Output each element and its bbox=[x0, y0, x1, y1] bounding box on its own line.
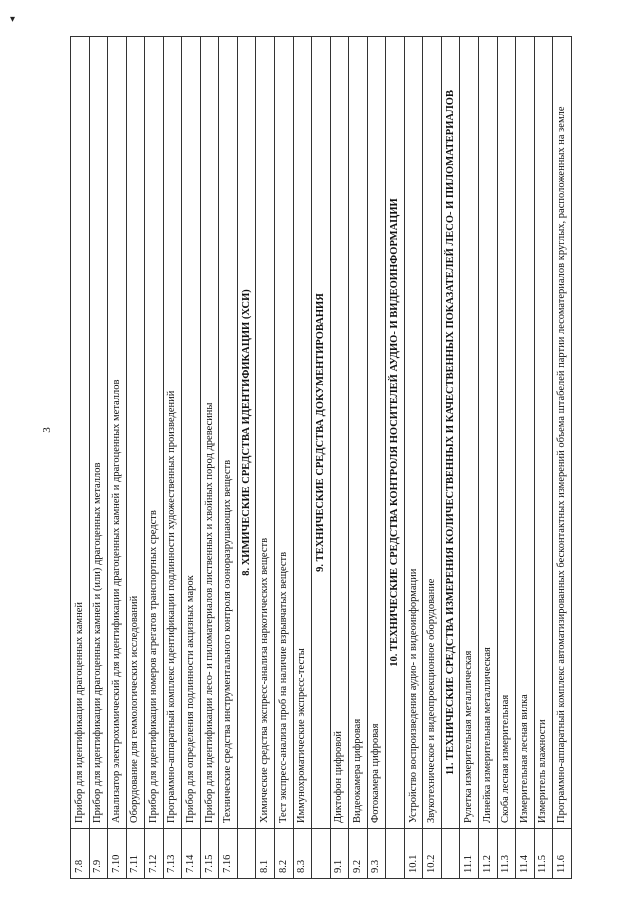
item-description: Прибор для идентификации лесо- и пиломатериалов лиственных и хвойных пород древесины bbox=[200, 37, 219, 829]
item-description: Прибор для определения подлинности акцизных марок bbox=[182, 37, 201, 829]
item-number: 11.4 bbox=[516, 829, 535, 879]
item-number: 9.2 bbox=[349, 829, 368, 879]
section-heading-num-cell bbox=[386, 829, 405, 879]
table-row bbox=[330, 37, 349, 879]
item-description: Прибор для идентификации драгоценных камней bbox=[71, 37, 90, 829]
table-row bbox=[256, 37, 275, 879]
item-number: 8.2 bbox=[275, 829, 294, 879]
item-number: 10.2 bbox=[423, 829, 442, 879]
table-row bbox=[182, 37, 201, 879]
rotated-page-content bbox=[70, 36, 572, 879]
table-row bbox=[145, 37, 164, 879]
item-description: Скоба лесная измерительная bbox=[497, 37, 516, 829]
section-heading-num-cell bbox=[237, 829, 256, 879]
table-row bbox=[423, 37, 442, 879]
item-description: Иммунохроматические экспресс-тесты bbox=[293, 37, 312, 829]
item-description: Измерительная лесная вилка bbox=[516, 37, 535, 829]
item-description: Технические средства инструментального контроля озоноразрушающих веществ bbox=[219, 37, 238, 829]
item-description: Программно-аппаратный комплекс идентификации подлинности художественных произведений bbox=[163, 37, 182, 829]
item-number: 7.10 bbox=[108, 829, 127, 879]
item-number: 8.1 bbox=[256, 829, 275, 879]
section-heading-num-cell bbox=[312, 829, 331, 879]
table-row bbox=[367, 37, 386, 879]
item-description: Прибор для идентификации номеров агрегатов транспортных средств bbox=[145, 37, 164, 829]
table-row bbox=[293, 37, 312, 879]
table-row bbox=[534, 37, 553, 879]
item-number: 9.1 bbox=[330, 829, 349, 879]
item-number: 11.3 bbox=[497, 829, 516, 879]
table-row bbox=[275, 37, 294, 879]
section-heading-num-cell bbox=[441, 829, 460, 879]
item-number: 7.15 bbox=[200, 829, 219, 879]
item-description: Рулетка измерительная металлическая bbox=[460, 37, 479, 829]
table-row bbox=[497, 37, 516, 879]
table-row bbox=[126, 37, 145, 879]
item-number: 7.9 bbox=[89, 829, 108, 879]
section-heading: 11. ТЕХНИЧЕСКИЕ СРЕДСТВА ИЗМЕРЕНИЯ КОЛИЧЕСТВЕННЫХ И КАЧЕСТВЕННЫХ ПОКАЗАТЕЛЕЙ ЛЕСО- И ПИЛОМАТЕРИАЛОВ bbox=[441, 37, 460, 829]
item-number: 7.16 bbox=[219, 829, 238, 879]
table-row bbox=[553, 37, 572, 879]
item-number: 11.2 bbox=[479, 829, 498, 879]
item-number: 7.8 bbox=[71, 829, 90, 879]
corner-mark: ▾ bbox=[10, 14, 16, 25]
item-description: Измеритель влажности bbox=[534, 37, 553, 829]
table-row bbox=[219, 37, 238, 879]
section-heading: 8. ХИМИЧЕСКИЕ СРЕДСТВА ИДЕНТИФИКАЦИИ (ХСИ) bbox=[237, 37, 256, 829]
item-number: 11.6 bbox=[553, 829, 572, 879]
table-row bbox=[516, 37, 535, 879]
document-table-region bbox=[70, 36, 572, 879]
section-heading-row bbox=[386, 37, 405, 879]
section-heading-row bbox=[312, 37, 331, 879]
table-row bbox=[163, 37, 182, 879]
table-row bbox=[479, 37, 498, 879]
item-description: Видеокамера цифровая bbox=[349, 37, 368, 829]
item-number: 7.11 bbox=[126, 829, 145, 879]
item-number: 9.3 bbox=[367, 829, 386, 879]
equipment-table bbox=[70, 36, 572, 879]
item-number: 8.3 bbox=[293, 829, 312, 879]
item-description: Линейка измерительная металлическая bbox=[479, 37, 498, 829]
item-description: Анализатор электрохимический для идентификации драгоценных камней и драгоценных металлов bbox=[108, 37, 127, 829]
item-description: Звукотехническое и видеопроекционное оборудование bbox=[423, 37, 442, 829]
item-description: Программно-аппаратный комплекс автоматизированных бесконтактных измерений объема штабелей партии лесоматериалов круглых, расположенных на земле bbox=[553, 37, 572, 829]
item-number: 7.12 bbox=[145, 829, 164, 879]
section-heading-row bbox=[237, 37, 256, 879]
item-number: 11.5 bbox=[534, 829, 553, 879]
section-heading-row bbox=[441, 37, 460, 879]
item-description: Оборудование для геммологических исследований bbox=[126, 37, 145, 829]
item-description: Прибор для идентификации драгоценных камней и (или) драгоценных металлов bbox=[89, 37, 108, 829]
item-description: Химические средства экспресс-анализа наркотических веществ bbox=[256, 37, 275, 829]
table-row bbox=[349, 37, 368, 879]
item-description: Тест экспресс-анализа проб на наличие взрывчатых веществ bbox=[275, 37, 294, 829]
item-number: 11.1 bbox=[460, 829, 479, 879]
table-row bbox=[108, 37, 127, 879]
page-number: 3 bbox=[40, 427, 53, 433]
item-description: Диктофон цифровой bbox=[330, 37, 349, 829]
section-heading: 9. ТЕХНИЧЕСКИЕ СРЕДСТВА ДОКУМЕНТИРОВАНИЯ bbox=[312, 37, 331, 829]
equipment-table-body bbox=[71, 37, 572, 879]
table-row bbox=[200, 37, 219, 879]
item-description: Фотокамера цифровая bbox=[367, 37, 386, 829]
item-number: 7.13 bbox=[163, 829, 182, 879]
section-heading: 10. ТЕХНИЧЕСКИЕ СРЕДСТВА КОНТРОЛЯ НОСИТЕЛЕЙ АУДИО- И ВИДЕОИНФОРМАЦИИ bbox=[386, 37, 405, 829]
table-row bbox=[460, 37, 479, 879]
item-number: 7.14 bbox=[182, 829, 201, 879]
item-number: 10.1 bbox=[404, 829, 423, 879]
table-row bbox=[71, 37, 90, 879]
table-row bbox=[89, 37, 108, 879]
table-row bbox=[404, 37, 423, 879]
item-description: Устройство воспроизведения аудио- и видеоинформации bbox=[404, 37, 423, 829]
